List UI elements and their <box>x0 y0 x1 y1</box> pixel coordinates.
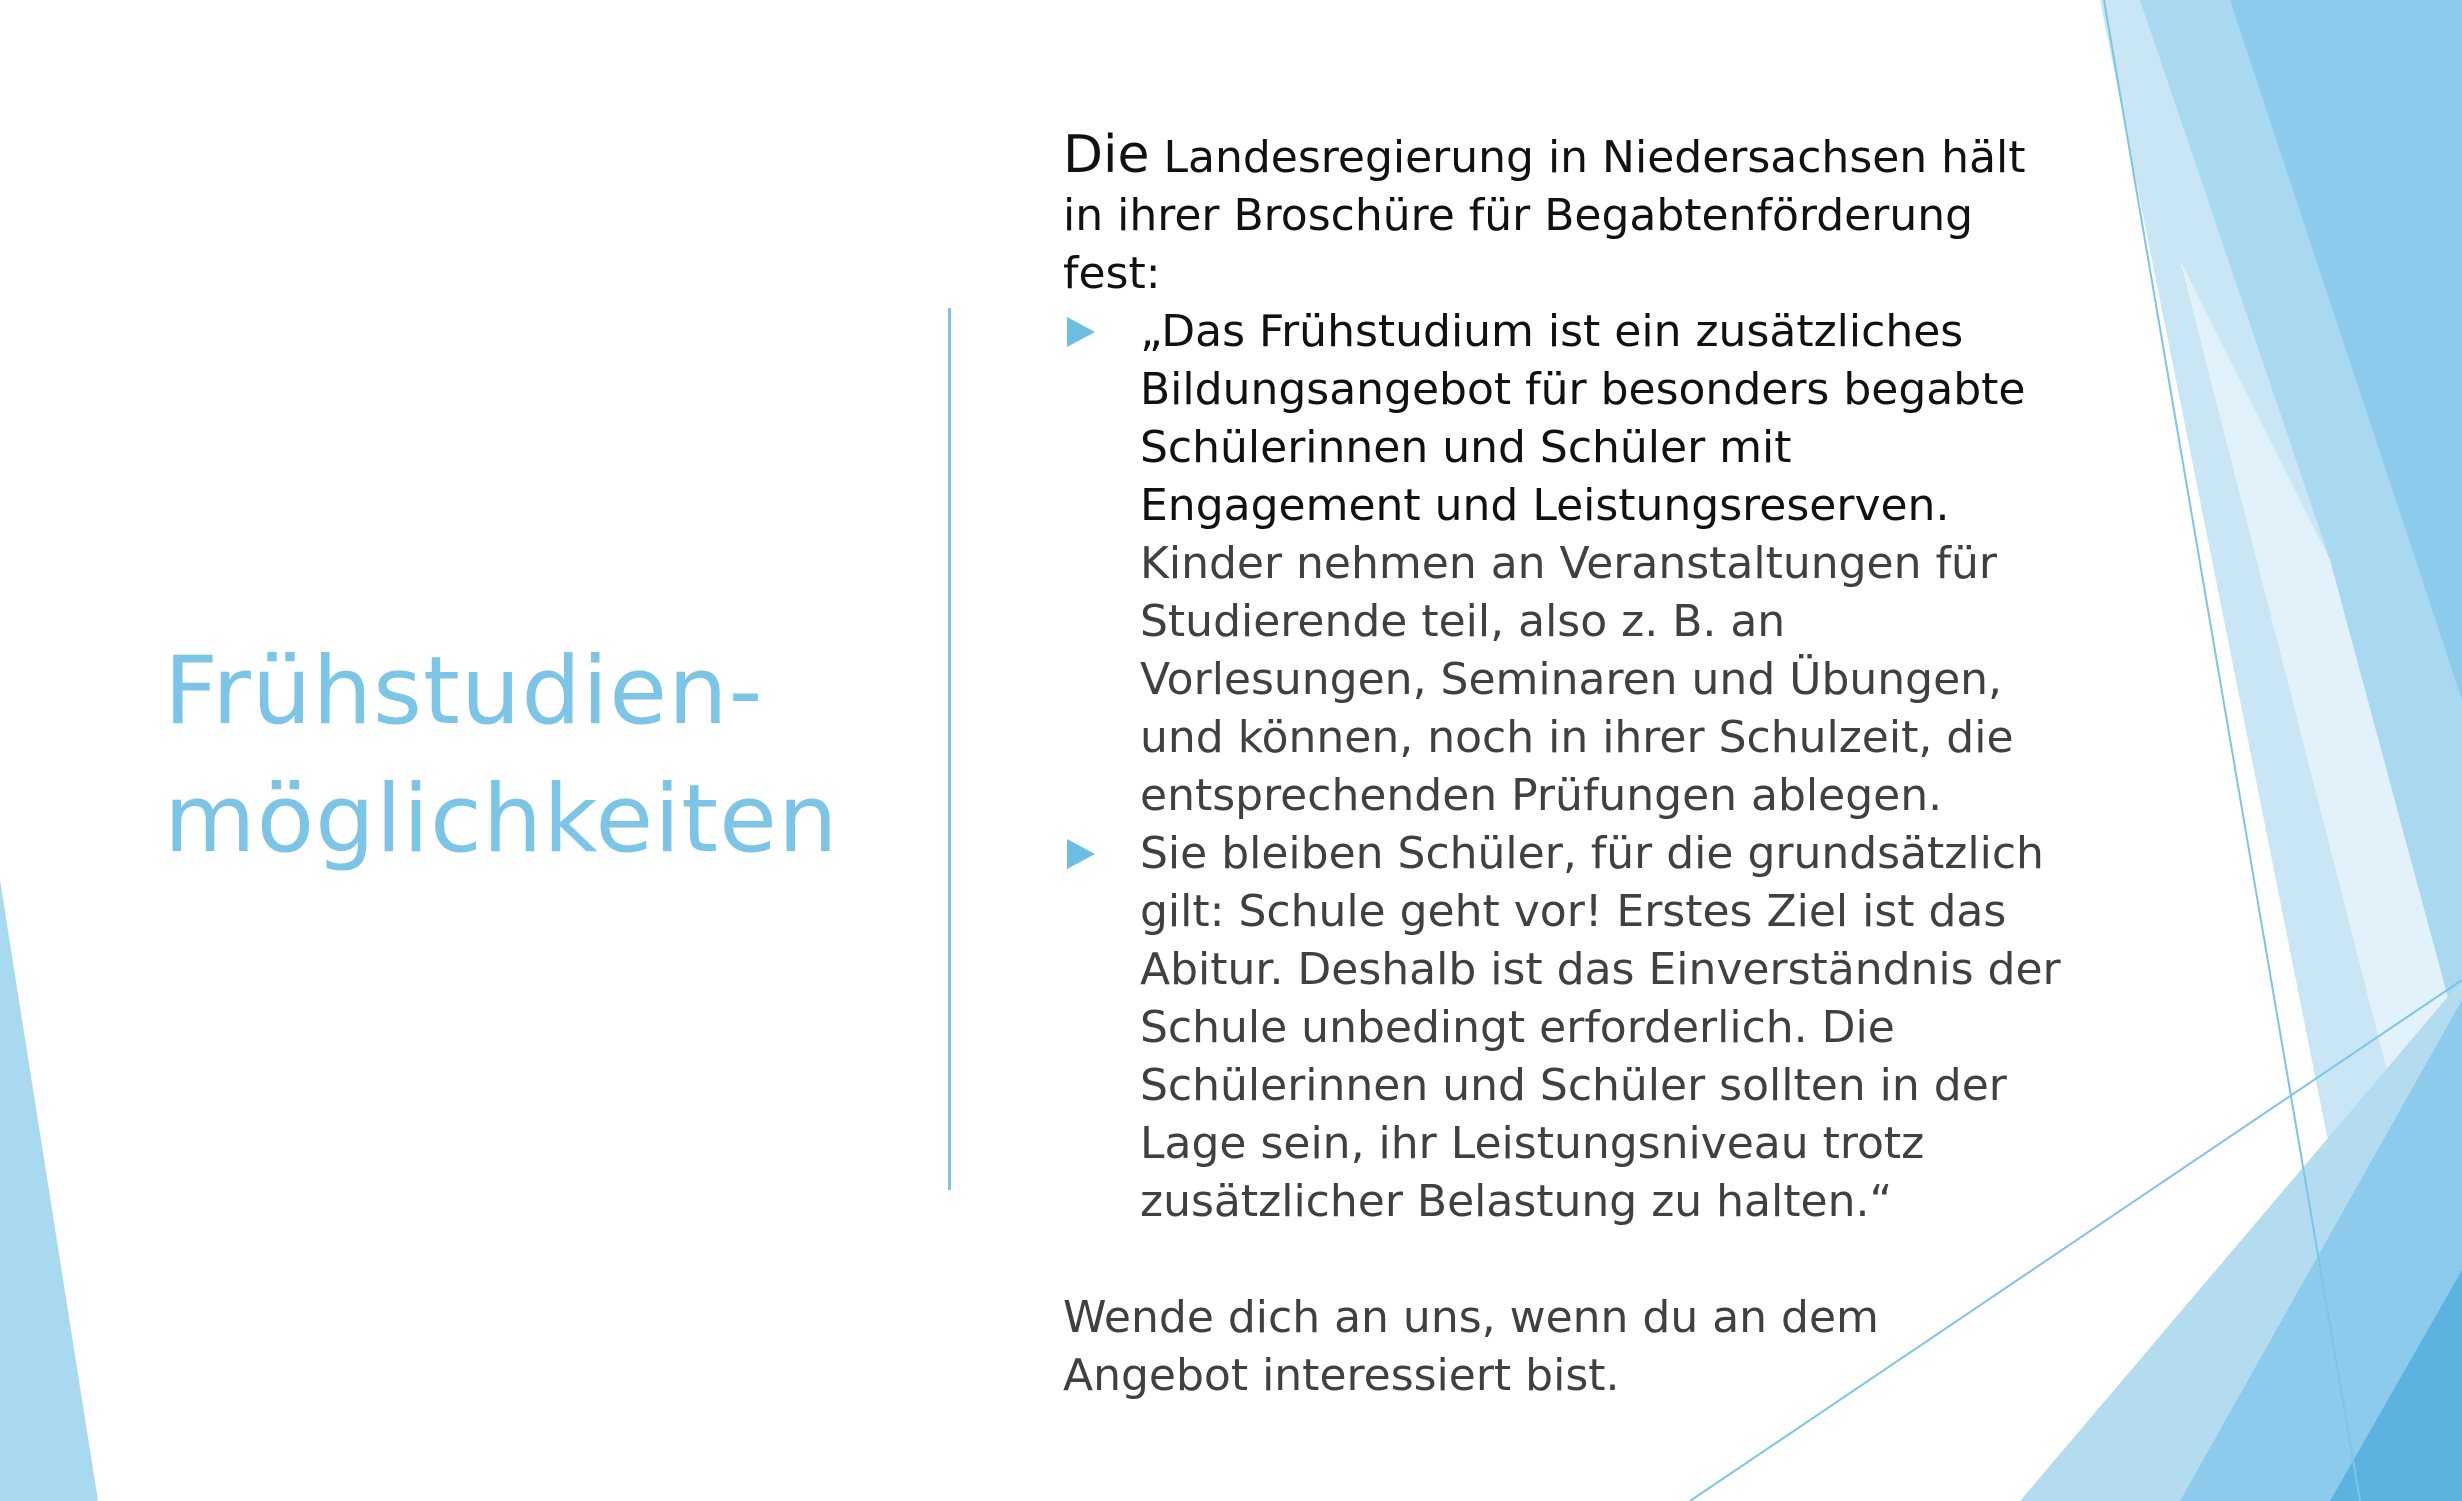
bullet-line: Studierende teil, also z. B. an <box>1140 596 1786 647</box>
closing-paragraph <box>1063 1289 2093 1405</box>
slide-body <box>1063 126 2093 1405</box>
closing-line-1: Wende dich an uns, wenn du an dem <box>1063 1292 1879 1343</box>
bullet-line: Vorlesungen, Seminaren und Übungen, <box>1140 654 2003 705</box>
intro-line-3: fest: <box>1063 248 1161 299</box>
bullet-line: „Das Frühstudium ist ein zusätzliches <box>1140 306 1964 357</box>
bullet-line: Lage sein, ihr Leistungsniveau trotz <box>1140 1118 1925 1169</box>
bullet-line: Abitur. Deshalb ist das Einverständnis der <box>1140 944 2061 995</box>
bullet-triangle-icon <box>1067 317 1095 347</box>
bullet-line: entsprechenden Prüfungen ablegen. <box>1140 770 1943 821</box>
vertical-divider <box>948 308 951 1190</box>
bullet-line: Schule unbedingt erforderlich. Die <box>1140 1002 1895 1053</box>
intro-line-1 <box>1063 126 2093 187</box>
intro-paragraph <box>1063 126 2093 303</box>
bullet-line: und können, noch in ihrer Schulzeit, die <box>1140 712 2014 763</box>
bullet-line: Schülerinnen und Schüler sollten in der <box>1140 1060 2007 1111</box>
slide-title-line-1: Frühstudien- <box>164 637 764 746</box>
bullet-line: Sie bleiben Schüler, für die grundsätzlich <box>1140 828 2044 879</box>
bullet-line: Bildungsangebot für besonders begabte <box>1140 364 2026 415</box>
intro-line-2: in ihrer Broschüre für Begabtenförderung <box>1063 190 1974 241</box>
bullet-line: gilt: Schule geht vor! Erstes Ziel ist das <box>1140 886 2007 937</box>
bullet-line: Engagement und Leistungsreserven. <box>1140 480 1950 531</box>
bullet-triangle-icon <box>1067 839 1095 869</box>
bullet-line: Schülerinnen und Schüler mit <box>1140 422 1792 473</box>
intro-first-word: Die <box>1063 125 1150 185</box>
bullet-list <box>1063 303 2093 1231</box>
bullet-item <box>1063 303 2093 825</box>
slide-title-line-2: möglichkeiten <box>164 765 839 874</box>
intro-line-1-rest: Landesregierung in Niedersachsen hält <box>1149 132 2026 183</box>
bullet-line: zusätzlicher Belastung zu halten.“ <box>1140 1176 1893 1227</box>
facet-left <box>0 880 98 1501</box>
bullet-item <box>1063 825 2093 1231</box>
slide-title <box>164 628 944 884</box>
closing-line-2: Angebot interessiert bist. <box>1063 1350 1620 1401</box>
bullet-line: Kinder nehmen an Veranstaltungen für <box>1140 538 1997 589</box>
